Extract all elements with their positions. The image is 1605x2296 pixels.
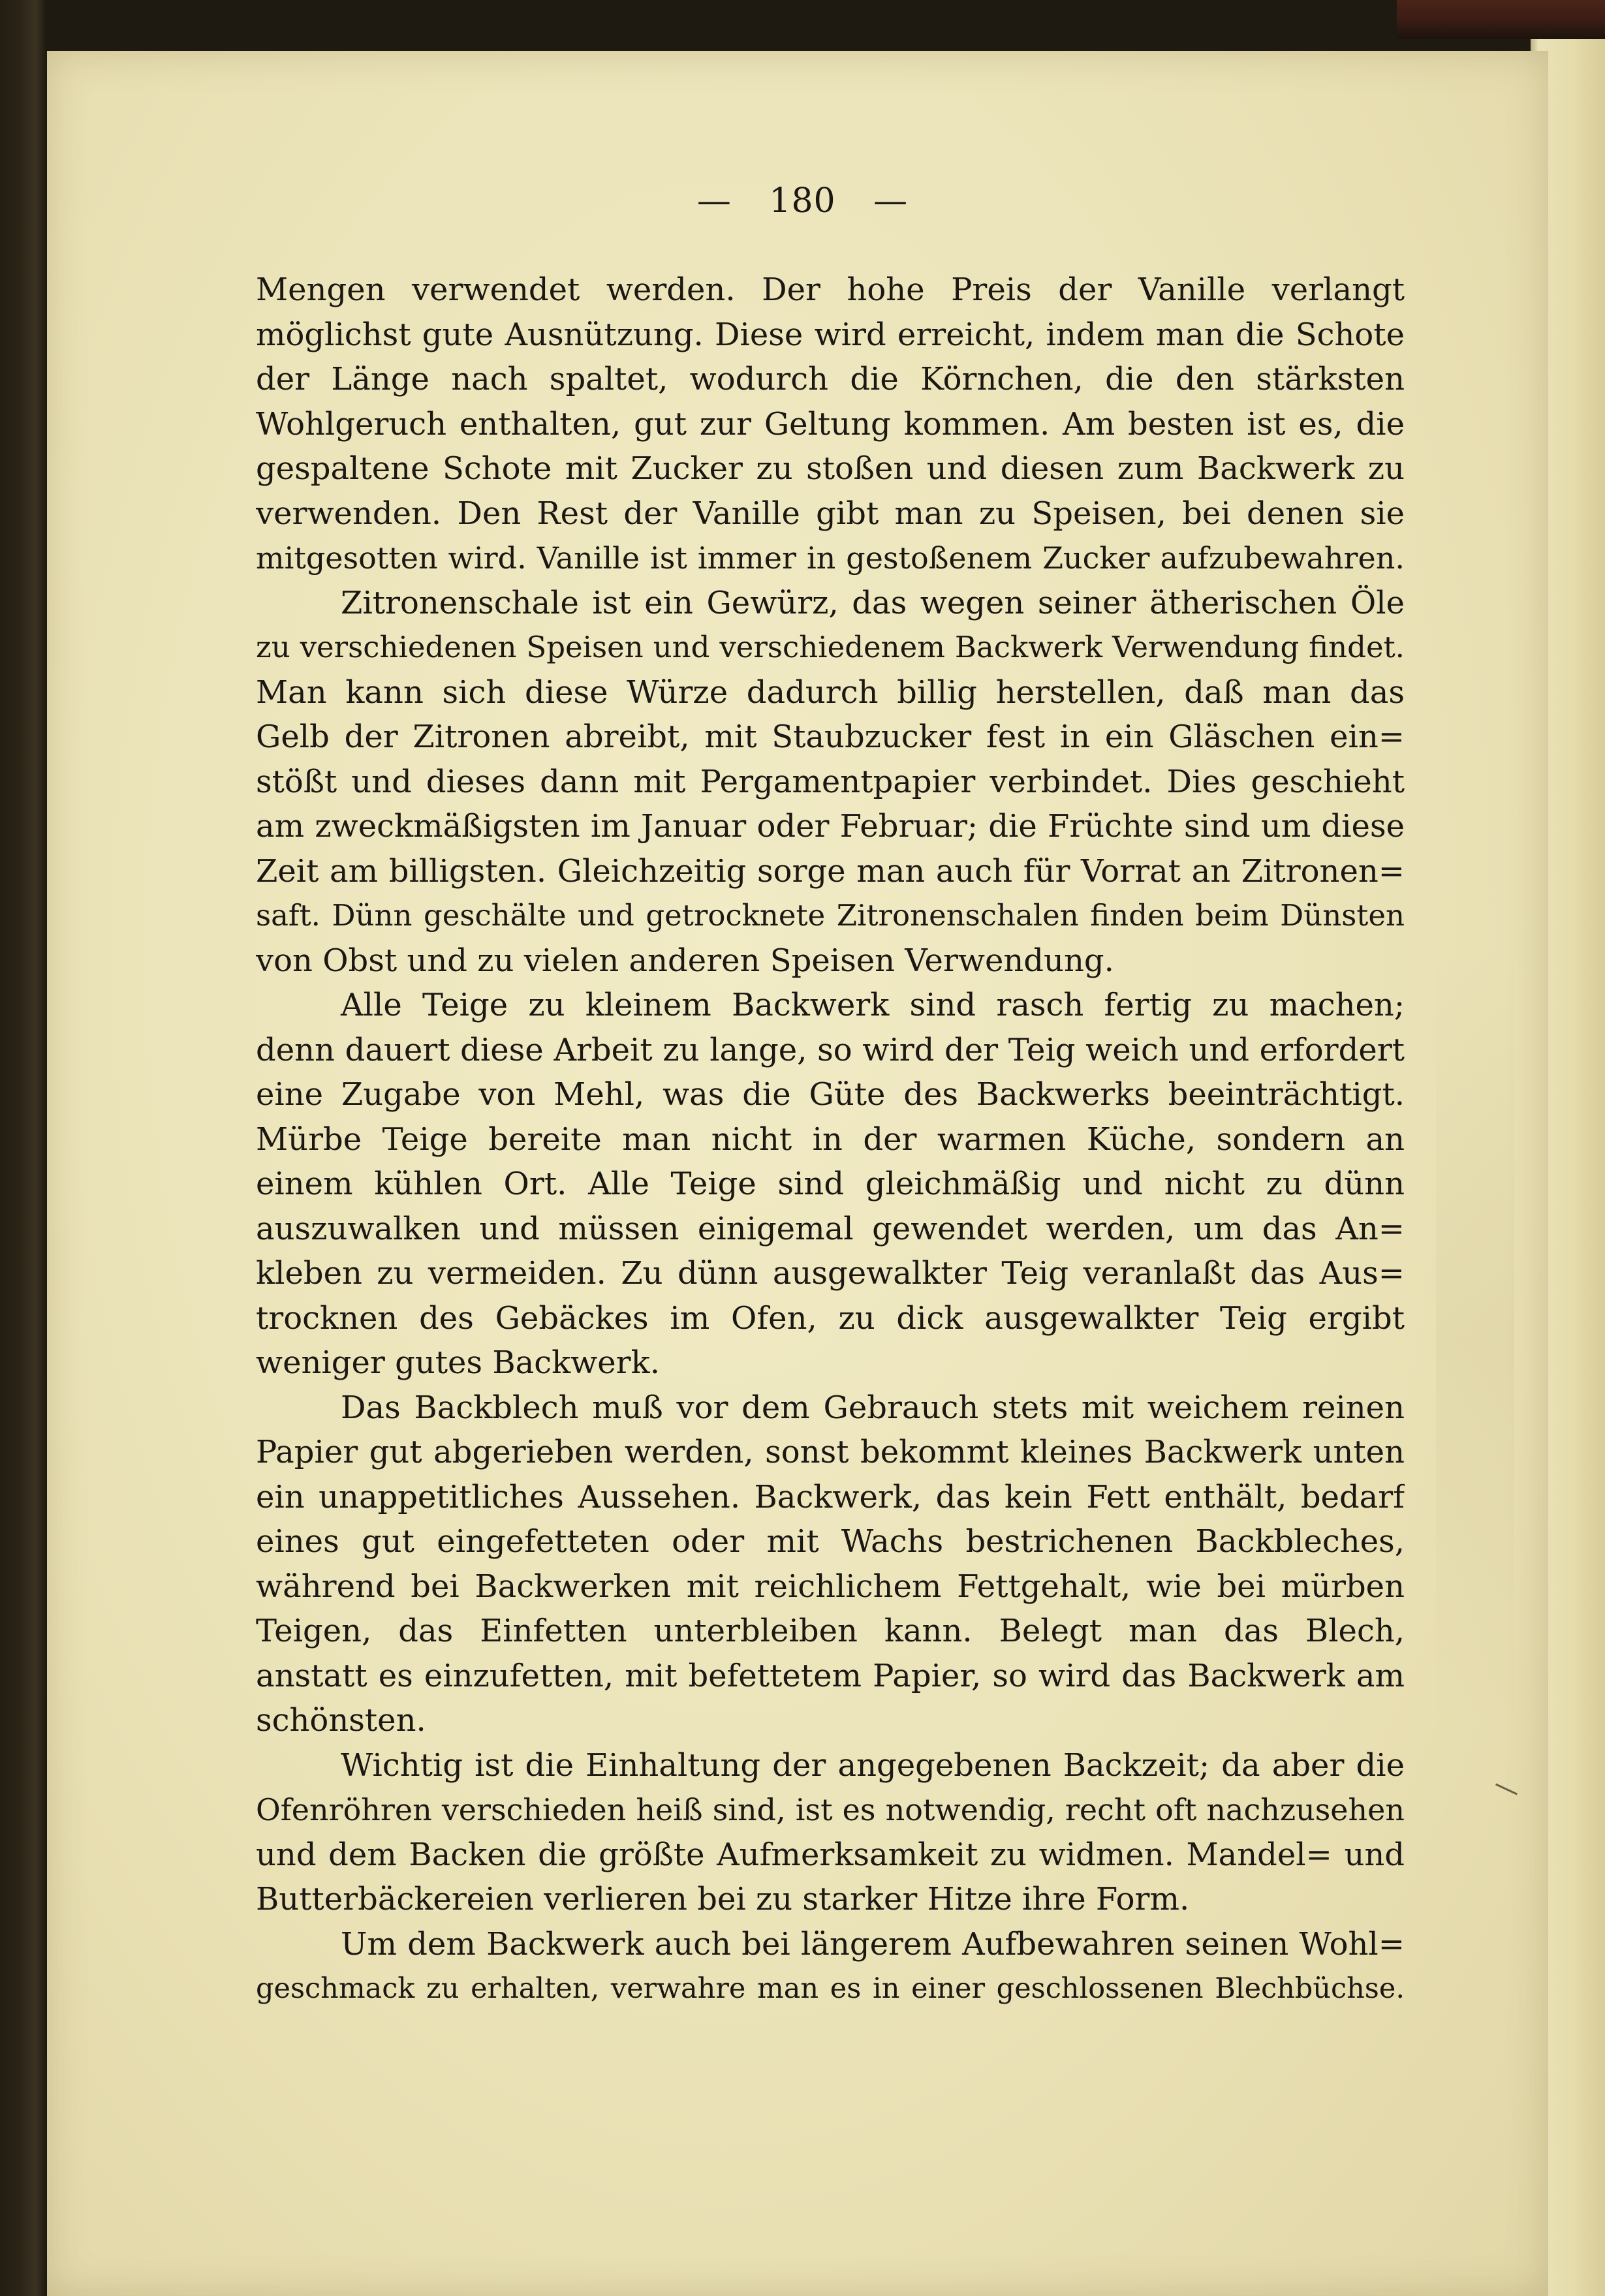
text-line: schönsten. bbox=[256, 1702, 426, 1739]
text-line: eines gut eingefetteten oder mit Wachs bestrichenen Backbleches, bbox=[256, 1523, 1405, 1560]
page-number: 180 bbox=[769, 181, 836, 221]
text-line: eine Zugabe von Mehl, was die Güte des Backwerks beeinträchtigt. bbox=[256, 1076, 1405, 1113]
text-line: einem kühlen Ort. Alle Teige sind gleichmäßig und nicht zu dünn bbox=[256, 1166, 1405, 1202]
text-line: ein unappetitliches Aussehen. Backwerk, das kein Fett enthält, bedarf bbox=[256, 1478, 1405, 1515]
text-line: geschmack zu erhalten, verwahre man es in einer geschlossenen Blechbüchse. bbox=[256, 1972, 1405, 2005]
text-line: weniger gutes Backwerk. bbox=[256, 1344, 660, 1381]
text-line: Man kann sich diese Würze dadurch billig herstellen, daß man das bbox=[256, 674, 1405, 711]
text-line: saft. Dünn geschälte und getrocknete Zitronenschalen finden beim Dünsten bbox=[256, 898, 1405, 933]
text-line: während bei Backwerken mit reichlichem Fettgehalt, wie bei mürben bbox=[256, 1568, 1405, 1605]
text-line: stößt und dieses dann mit Pergamentpapier verbindet. Dies geschieht bbox=[256, 763, 1405, 800]
page-number-header bbox=[0, 181, 1605, 221]
text-line: Das Backblech muß vor dem Gebrauch stets mit weichem reinen bbox=[341, 1389, 1405, 1426]
text-line: anstatt es einzufetten, mit befettetem Papier, so wird das Backwerk am bbox=[256, 1657, 1405, 1694]
dash-left: — bbox=[696, 181, 732, 221]
text-line: zu verschiedenen Speisen und verschiedenem Backwerk Verwendung findet. bbox=[256, 630, 1405, 664]
body-text bbox=[256, 268, 1405, 2011]
text-line: der Länge nach spaltet, wodurch die Körnchen, die den stärksten bbox=[256, 361, 1405, 397]
text-line: Um dem Backwerk auch bei längerem Aufbewahren seinen Wohl= bbox=[341, 1925, 1405, 1962]
show-through-stain bbox=[1436, 946, 1514, 1730]
text-line: und dem Backen die größte Aufmerksamkeit zu widmen. Mandel= und bbox=[256, 1836, 1405, 1873]
text-line: am zweckmäßigsten im Januar oder Februar; die Früchte sind um diese bbox=[256, 808, 1405, 845]
text-line: Zeit am billigsten. Gleichzeitig sorge man auch für Vorrat an Zitronen= bbox=[256, 852, 1405, 890]
text-line: möglichst gute Ausnützung. Diese wird erreicht, indem man die Schote bbox=[256, 316, 1405, 353]
book-cover-edge bbox=[1397, 0, 1605, 39]
text-line: kleben zu vermeiden. Zu dünn ausgewalkter Teig veranlaßt das Aus= bbox=[256, 1255, 1405, 1292]
text-line: Zitronenschale ist ein Gewürz, das wegen seiner ätherischen Öle bbox=[341, 584, 1405, 621]
text-line: von Obst und zu vielen anderen Speisen Verwendung. bbox=[256, 942, 1114, 979]
text-line: gespaltene Schote mit Zucker zu stoßen und diesen zum Backwerk zu bbox=[256, 450, 1405, 487]
text-line: Papier gut abgerieben werden, sonst bekommt kleines Backwerk unten bbox=[256, 1434, 1405, 1470]
text-line: Teigen, das Einfetten unterbleiben kann. Belegt man das Blech, bbox=[256, 1613, 1405, 1649]
text-line: verwenden. Den Rest der Vanille gibt man zu Speisen, bei denen sie bbox=[256, 495, 1405, 532]
text-line: mitgesotten wird. Vanille ist immer in gestoßenem Zucker aufzubewahren. bbox=[256, 540, 1405, 576]
text-line: Mengen verwendet werden. Der hohe Preis der Vanille verlangt bbox=[256, 271, 1405, 308]
text-line: auszuwalken und müssen einigemal gewendet werden, um das An= bbox=[256, 1210, 1405, 1247]
text-line: denn dauert diese Arbeit zu lange, so wird der Teig weich und erfordert bbox=[256, 1031, 1405, 1068]
text-line: Ofenröhren verschieden heiß sind, ist es notwendig, recht oft nachzusehen bbox=[256, 1792, 1405, 1827]
text-line: trocknen des Gebäckes im Ofen, zu dick ausgewalkter Teig ergibt bbox=[256, 1299, 1405, 1337]
text-line: Alle Teige zu kleinem Backwerk sind rasch fertig zu machen; bbox=[341, 987, 1405, 1023]
dash-right: — bbox=[873, 181, 909, 221]
text-line: Wichtig ist die Einhaltung der angegebenen Backzeit; da aber die bbox=[341, 1746, 1405, 1784]
text-line: Wohlgeruch enthalten, gut zur Geltung kommen. Am besten ist es, die bbox=[256, 405, 1405, 442]
text-line: Butterbäckereien verlieren bei zu starker Hitze ihre Form. bbox=[256, 1881, 1190, 1917]
text-line: Mürbe Teige bereite man nicht in der warmen Küche, sondern an bbox=[256, 1121, 1405, 1158]
text-line: Gelb der Zitronen abreibt, mit Staubzucker fest in ein Gläschen ein= bbox=[256, 719, 1405, 755]
